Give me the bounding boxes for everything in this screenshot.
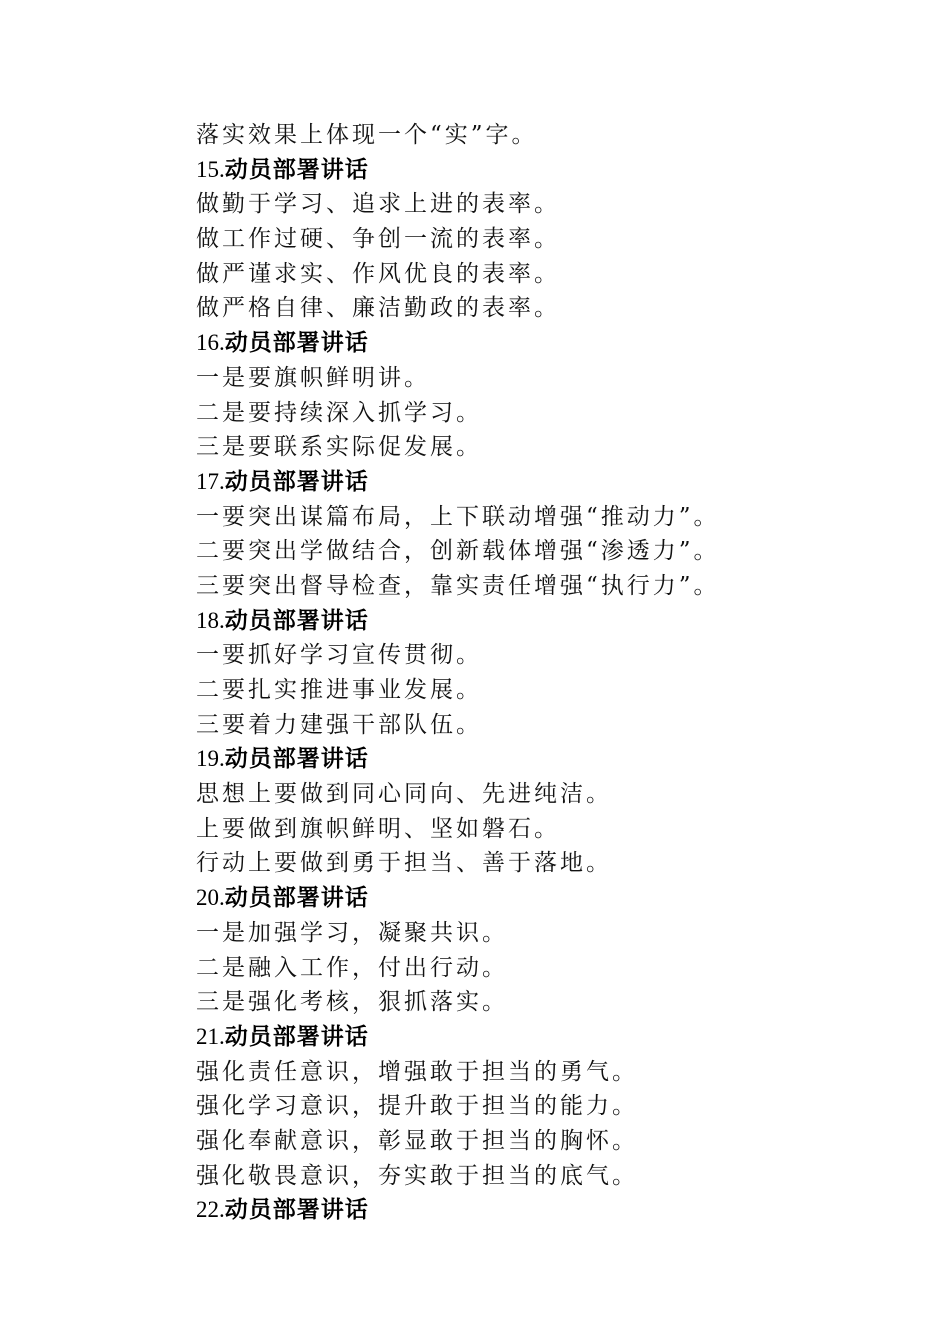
body-text-line: 一要抓好学习宣传贯彻。 [196,642,482,669]
body-text-line: 强化敬畏意识，夯实敢于担当的底气。 [196,1162,638,1189]
section-number: 20. [196,885,225,911]
section-heading [196,326,916,361]
section-heading [196,465,916,500]
body-text-line: 三是强化考核，狠抓落实。 [196,989,508,1016]
document-body [196,118,916,1228]
body-text-line: 二要扎实推进事业发展。 [196,677,482,703]
body-text-line: 做严格自律、廉洁勤政的表率。 [196,295,560,322]
section-heading [196,153,916,188]
body-text-line: 一要突出谋篇布局，上下联动增强“推动力”。 [196,503,720,530]
section-title: 动员部署讲话 [224,1197,369,1223]
section-heading [196,604,916,639]
body-text-line: 三要突出督导检查，靠实责任增强“执行力”。 [196,572,720,599]
section-heading [196,1020,916,1055]
section-title: 动员部署讲话 [224,468,369,494]
body-text-line: 行动上要做到勇于担当、善于落地。 [196,850,612,877]
section-number: 16. [196,330,225,356]
body-text-line: 上要做到旗帜鲜明、坚如磐石。 [196,815,560,842]
section-title: 动员部署讲话 [224,885,369,911]
section-heading [196,742,916,777]
body-text-line: 思想上要做到同心同向、先进纯洁。 [196,781,612,808]
section-number: 22. [196,1197,225,1223]
section-title: 动员部署讲话 [224,156,369,182]
body-text-line: 二是要持续深入抓学习。 [196,399,482,426]
body-text-line: 二是融入工作，付出行动。 [196,954,508,981]
body-text-line: 做工作过硬、争创一流的表率。 [196,226,560,253]
section-title: 动员部署讲话 [224,1023,369,1049]
section-number: 19. [196,746,225,772]
body-text-line: 做勤于学习、追求上进的表率。 [196,191,560,218]
section-heading [196,881,916,916]
section-number: 17. [196,468,225,494]
section-number: 21. [196,1023,225,1049]
body-text-line: 三要着力建强干部队伍。 [196,711,482,738]
section-number: 18. [196,607,225,633]
section-title: 动员部署讲话 [224,607,369,633]
body-text-line: 做严谨求实、作风优良的表率。 [196,260,560,287]
body-text-line: 落实效果上体现一个“实”字。 [196,122,538,148]
body-text-line: 一是要旗帜鲜明讲。 [196,364,430,391]
body-text-line: 一是加强学习，凝聚共识。 [196,919,508,946]
body-text-line: 强化学习意识，提升敢于担当的能力。 [196,1093,638,1120]
body-text-line: 强化责任意识，增强敢于担当的勇气。 [196,1058,638,1085]
section-heading [196,1193,916,1228]
body-text-line: 强化奉献意识，彰显敢于担当的胸怀。 [196,1127,638,1154]
body-text-line: 三是要联系实际促发展。 [196,434,482,461]
section-title: 动员部署讲话 [224,330,369,356]
section-title: 动员部署讲话 [224,746,369,772]
body-text-line: 二要突出学做结合，创新载体增强“渗透力”。 [196,538,720,565]
section-number: 15. [196,156,225,182]
